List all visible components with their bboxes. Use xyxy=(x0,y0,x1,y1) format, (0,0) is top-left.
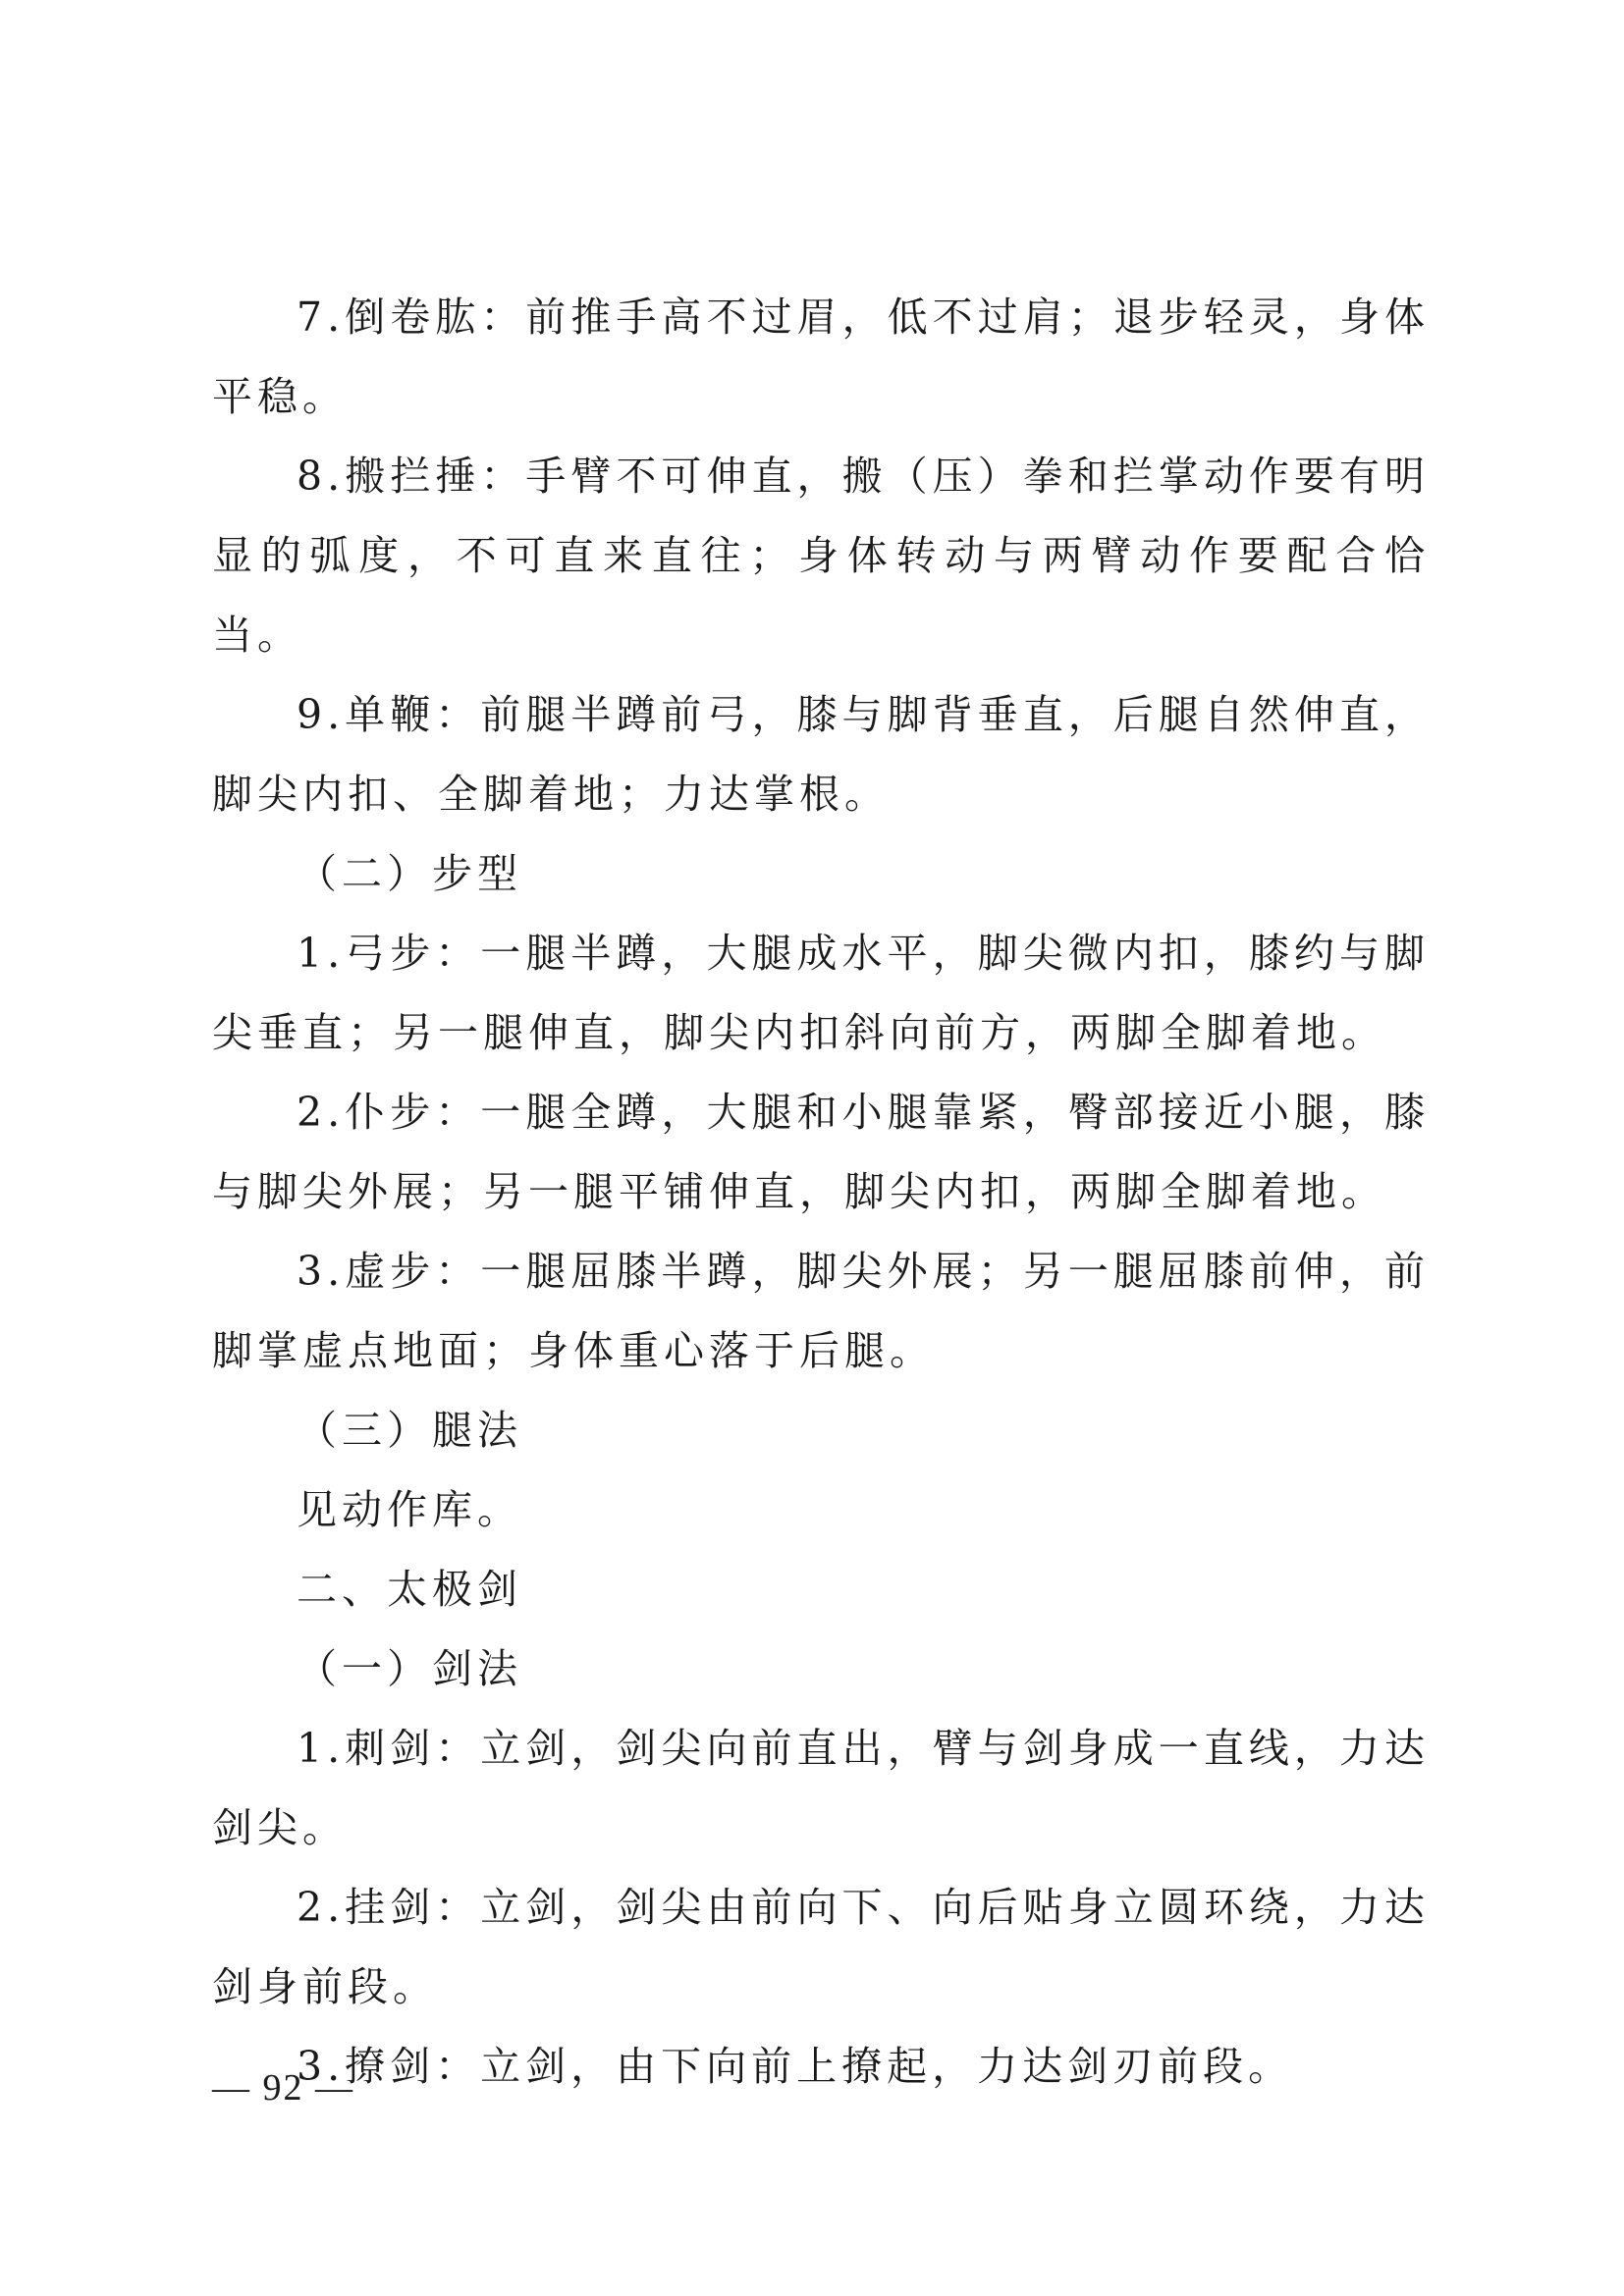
paragraph-ban-lan-chui: 8.搬拦捶：手臂不可伸直，搬（压）拳和拦掌动作要有明显的弧度，不可直来直往；身体转动与两臂动作要配合恰当。 xyxy=(212,453,1430,659)
paragraph-dan-bian: 9.单鞭：前腿半蹲前弓，膝与脚背垂直，后腿自然伸直，脚尖内扣、全脚着地；力达掌根。 xyxy=(212,691,1430,818)
section-heading-kicks: （三）腿法 xyxy=(297,1407,522,1454)
section-heading-sword-techniques: （一）剑法 xyxy=(297,1645,522,1692)
document-body xyxy=(212,278,1430,2107)
paragraph-gong-bu: 1.弓步：一腿半蹲，大腿成水平，脚尖微内扣，膝约与脚尖垂直；另一腿伸直，脚尖内扣斜向前方，两脚全脚着地。 xyxy=(212,930,1430,1056)
paragraph-ci-jian: 1.刺剑：立剑，剑尖向前直出，臂与剑身成一直线，力达剑尖。 xyxy=(212,1725,1430,1851)
paragraph-pu-bu: 2.仆步：一腿全蹲，大腿和小腿靠紧，臀部接近小腿，膝与脚尖外展；另一腿平铺伸直，脚尖内扣，两脚全脚着地。 xyxy=(212,1089,1430,1215)
section-heading-taiji-sword: 二、太极剑 xyxy=(297,1566,522,1613)
paragraph-see-library: 见动作库。 xyxy=(297,1486,522,1533)
section-heading-stances: （二）步型 xyxy=(297,850,522,897)
paragraph-xu-bu: 3.虚步：一腿屈膝半蹲，脚尖外展；另一腿屈膝前伸，前脚掌虚点地面；身体重心落于后腿。 xyxy=(212,1248,1430,1374)
paragraph-dao-juan-gong: 7.倒卷肱：前推手高不过眉，低不过肩；退步轻灵，身体平稳。 xyxy=(212,294,1430,420)
paragraph-liao-jian: 3.撩剑：立剑，由下向前上撩起，力达剑刃前段。 xyxy=(297,2043,1294,2090)
page-number: — 92 — xyxy=(212,2067,354,2109)
paragraph-gua-jian: 2.挂剑：立剑，剑尖由前向下、向后贴身立圆环绕，力达剑身前段。 xyxy=(212,1884,1430,2010)
